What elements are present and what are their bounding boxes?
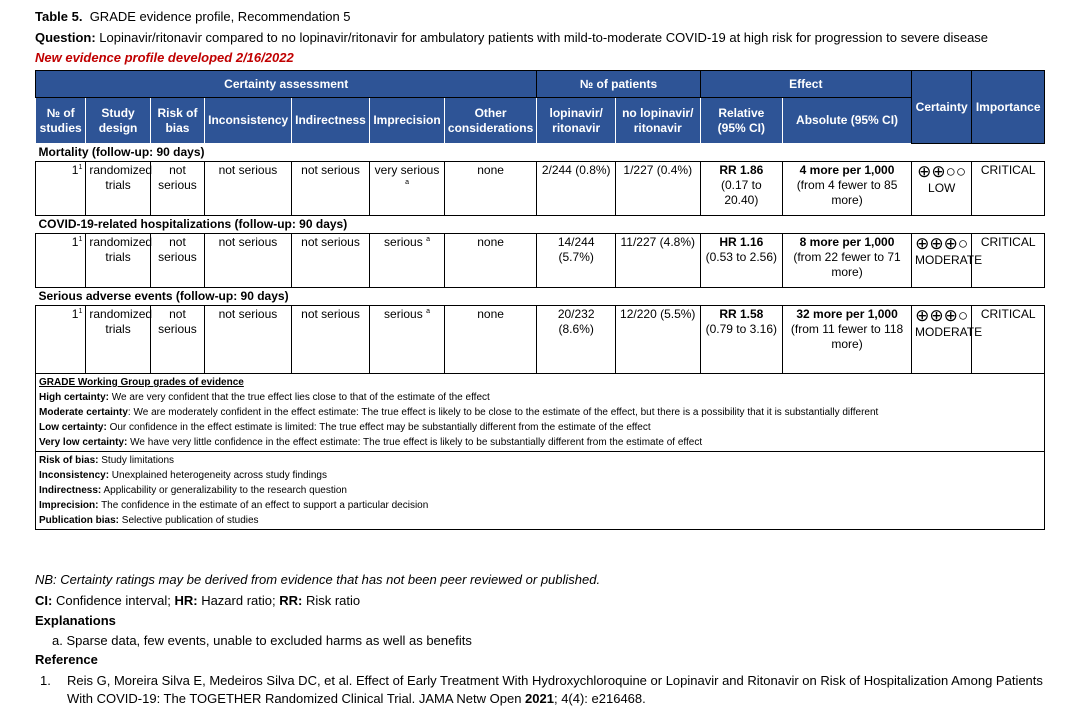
header-effect: Effect	[700, 71, 911, 98]
reference-text: Reis G, Moreira Silva E, Medeiros Silva DC, et al. Effect of Early Treatment With Hydroxychloroquine or Lopinavir and Ritonavir on Risk of Hospitalization Among Patients With COVID-19: The TOGETHER Randomized Clinical Trial. JAMA Netw Open 2021; 4(4): e216468.	[67, 673, 1043, 706]
question	[35, 30, 988, 45]
study-design-cell: randomized trials	[86, 162, 150, 216]
definition-item: Risk of bias: Study limitations	[39, 455, 175, 466]
question-text: Lopinavir/ritonavir compared to no lopinavir/ritonavir for ambulatory patients with mild-to-moderate COVID-19 at high risk for progression to severe disease	[99, 30, 989, 45]
intervention-cell: 2/244 (0.8%)	[537, 162, 616, 216]
outcome-section-title: Serious adverse events (follow-up: 90 days)	[38, 289, 289, 303]
certainty-rating-icon: ⊕⊕⊕○	[915, 306, 969, 325]
importance-cell: CRITICAL	[972, 162, 1045, 216]
header-inconsistency: Inconsistency	[205, 98, 292, 144]
nb-note: NB: Certainty ratings may be derived from evidence that has not been peer reviewed or published.	[35, 572, 601, 587]
num-studies-cell: $1^1$	[36, 162, 86, 216]
definition-item: Indirectness: Applicability or generalizability to the research question	[39, 485, 347, 496]
study-design-cell: randomized trials	[86, 306, 150, 374]
grade-item: High certainty: We are very confident that the true effect lies close to that of the estimate of the effect	[39, 392, 490, 403]
definition-item: Publication bias: Selective publication of studies	[39, 515, 259, 526]
certainty-rating-icon: ⊕⊕○○	[917, 162, 967, 181]
new-profile-note: New evidence profile developed 2/16/2022	[35, 50, 294, 65]
other-considerations-cell: none	[444, 162, 537, 216]
definition-item: Inconsistency: Unexplained heterogeneity across study findings	[39, 470, 327, 481]
header-relative: Relative (95% CI)	[700, 98, 783, 144]
header-indirectness: Indirectness	[291, 98, 370, 144]
domain-definitions-row	[36, 452, 1045, 530]
explanation-a: a. Sparse data, few events, unable to excluded harms as well as benefits	[52, 633, 472, 648]
inconsistency-cell: not serious	[205, 234, 292, 288]
imprecision-cell: very serious $^a$	[370, 162, 445, 216]
num-studies-cell: $1^1$	[36, 306, 86, 374]
table-title	[35, 9, 351, 24]
certainty-cell: ⊕⊕⊕○ MODERATE	[911, 234, 971, 288]
header-risk-of-bias: Risk of bias	[150, 98, 204, 144]
relative-effect-cell: RR 1.58 (0.79 to 3.16)	[700, 306, 783, 374]
grade-definitions-row	[36, 374, 1045, 452]
indirectness-cell: not serious	[291, 162, 370, 216]
relative-effect-cell: RR 1.86 (0.17 to 20.40)	[700, 162, 783, 216]
grade-heading: GRADE Working Group grades of evidence	[39, 377, 244, 388]
grade-item: Low certainty: Our confidence in the effect estimate is limited: The true effect may be substantially different from the estimate of the effect	[39, 422, 651, 433]
reference-item	[40, 672, 1050, 708]
header-absolute: Absolute (95% CI)	[783, 98, 912, 144]
grade-definitions	[36, 374, 1045, 452]
comparator-cell: 11/227 (4.8%)	[615, 234, 700, 288]
certainty-cell: ⊕⊕⊕○ MODERATE	[911, 306, 971, 374]
grade-item: Very low certainty: We have very little confidence in the effect estimate: The true effect is likely to be substantially different from the estimate of effect	[39, 437, 703, 448]
outcome-section-title: COVID-19-related hospitalizations (follow-up: 90 days)	[38, 217, 348, 231]
imprecision-cell: serious $^a$	[370, 234, 445, 288]
table-row	[36, 234, 1045, 288]
risk-of-bias-cell: not serious	[150, 234, 204, 288]
imprecision-cell: serious $^a$	[370, 306, 445, 374]
question-label: Question:	[35, 30, 96, 45]
abbreviations: CI: Confidence interval; HR: Hazard ratio; RR: Risk ratio	[35, 593, 361, 608]
header-num-studies: № of studies	[36, 98, 86, 144]
domain-definitions	[36, 452, 1045, 530]
certainty-cell: ⊕⊕○○ LOW	[911, 162, 971, 216]
table-title-text: GRADE evidence profile, Recommendation 5	[89, 9, 351, 24]
table-row	[36, 306, 1045, 374]
absolute-effect-cell: 8 more per 1,000 (from 22 fewer to 71 more)	[783, 234, 912, 288]
inconsistency-cell: not serious	[205, 162, 292, 216]
importance-cell: CRITICAL	[972, 306, 1045, 374]
importance-cell: CRITICAL	[972, 234, 1045, 288]
num-studies-cell: $1^1$	[36, 234, 86, 288]
header-num-patients: № of patients	[537, 71, 700, 98]
intervention-cell: 14/244 (5.7%)	[537, 234, 616, 288]
risk-of-bias-cell: not serious	[150, 306, 204, 374]
grade-evidence-table	[35, 70, 1045, 530]
relative-effect-cell: HR 1.16 (0.53 to 2.56)	[700, 234, 783, 288]
header-certainty-assessment: Certainty assessment	[36, 71, 537, 98]
comparator-cell: 1/227 (0.4%)	[615, 162, 700, 216]
comparator-cell: 12/220 (5.5%)	[615, 306, 700, 374]
table-label: Table 5.	[35, 9, 83, 24]
outcome-section-title: Mortality (follow-up: 90 days)	[38, 145, 205, 159]
grade-item: Moderate certainty: We are moderately confident in the effect estimate: The true effect is likely to be close to the estimate of the effect, but there is a possibility that it is substantially different	[39, 407, 879, 418]
reference-number: 1.	[40, 673, 51, 688]
header-comparator: no lopinavir/ ritonavir	[615, 98, 700, 144]
absolute-effect-cell: 4 more per 1,000 (from 4 fewer to 85 more)	[783, 162, 912, 216]
explanations-heading: Explanations	[35, 613, 116, 628]
absolute-effect-cell: 32 more per 1,000 (from 11 fewer to 118 more)	[783, 306, 912, 374]
header-certainty: Certainty	[911, 71, 971, 144]
header-imprecision: Imprecision	[370, 98, 445, 144]
header-importance: Importance	[972, 71, 1045, 144]
other-considerations-cell: none	[444, 306, 537, 374]
reference-heading: Reference	[35, 652, 98, 667]
indirectness-cell: not serious	[291, 306, 370, 374]
other-considerations-cell: none	[444, 234, 537, 288]
indirectness-cell: not serious	[291, 234, 370, 288]
header-study-design: Study design	[86, 98, 150, 144]
intervention-cell: 20/232 (8.6%)	[537, 306, 616, 374]
certainty-rating-icon: ⊕⊕⊕○	[915, 234, 969, 253]
inconsistency-cell: not serious	[205, 306, 292, 374]
header-other-considerations: Other considerations	[444, 98, 537, 144]
study-design-cell: randomized trials	[86, 234, 150, 288]
header-intervention: lopinavir/ ritonavir	[537, 98, 616, 144]
table-row	[36, 162, 1045, 216]
risk-of-bias-cell: not serious	[150, 162, 204, 216]
definition-item: Imprecision: The confidence in the estimate of an effect to support a particular decision	[39, 500, 429, 511]
